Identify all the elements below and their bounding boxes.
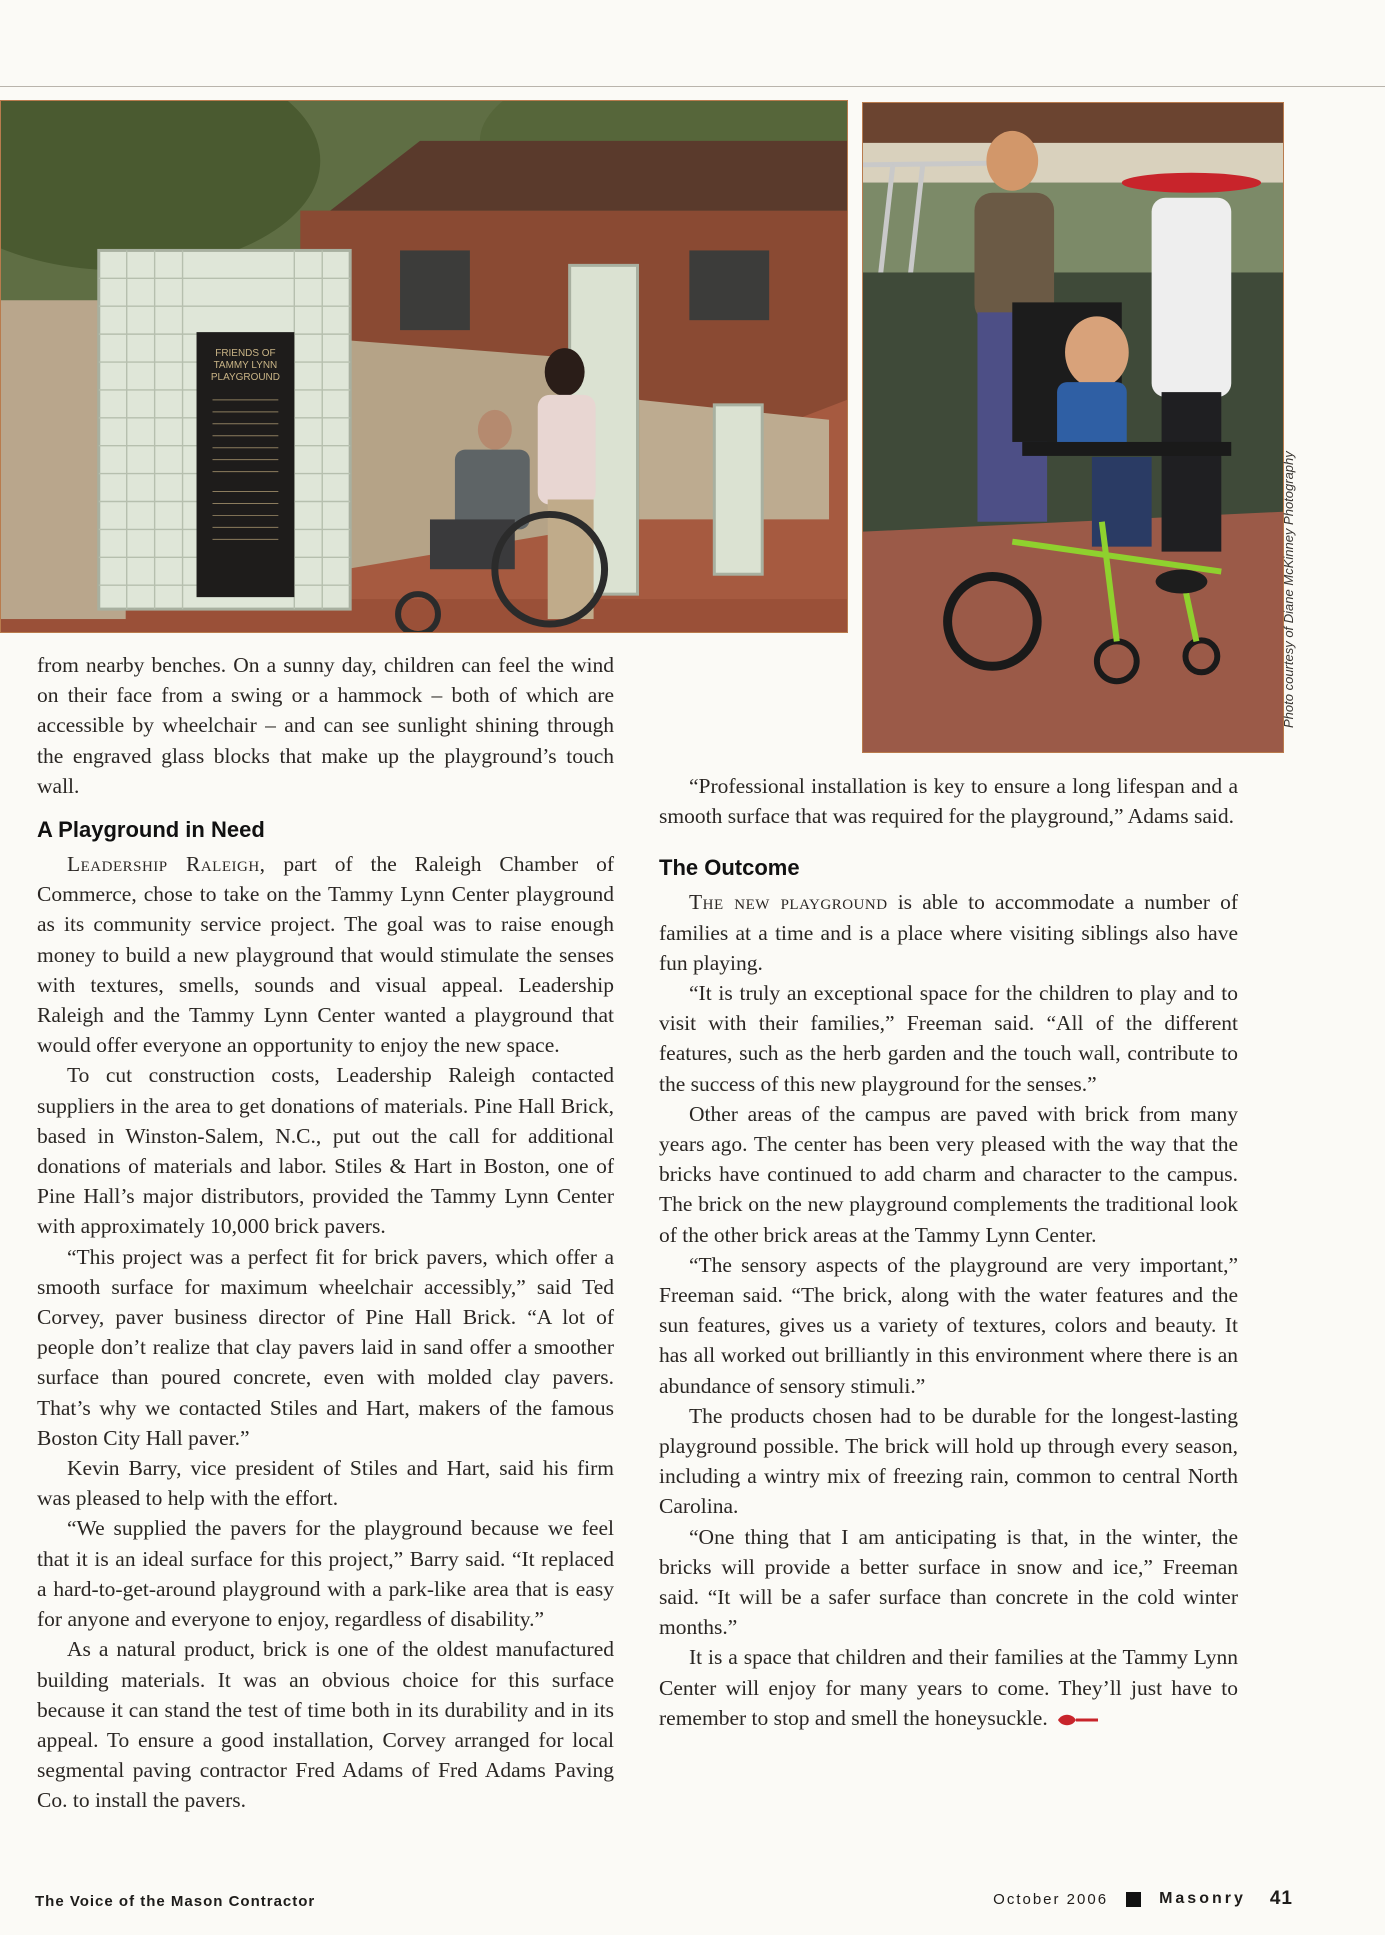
top-rule: [0, 86, 1385, 87]
paragraph-text: part of the Raleigh Chamber of Commerce, chose to take on the Tammy Lynn Center playground as its community service project. The goal was to raise enough money to build a new playground that would stimulate the senses with textures, smells, sounds and visual appeal. Leadership Raleigh and the Tammy Lynn Center wanted a playground that would offer everyone an opportunity to enjoy the new space.: [37, 852, 614, 1058]
paragraph: from nearby benches. On a sunny day, children can feel the wind on their face from a swing or a hammock – both of which are accessible by wheelchair – and can see sunlight shining through the engraved glass blocks that make up the playground’s touch wall.: [37, 653, 614, 798]
page-number: 41: [1269, 1888, 1293, 1909]
photo-credit: Photo courtesy of Diane McKinney Photography: [1281, 451, 1296, 728]
paragraph-text: is able to accommodate a number of families at a time and is a place where visiting siblings also have fun playing.: [659, 890, 1238, 975]
plaque-line-2: TAMMY LYNN: [213, 359, 278, 371]
section-heading-playground-in-need: A Playground in Need: [37, 817, 265, 843]
paragraph: As a natural product, brick is one of the oldest manufactured building materials. It was an obvious choice for this surface because it can stand the test of time both in its durability and in its appeal. To ensure a good installation, Corvey arranged for local segmental paving contractor Fred Adams of Fred Adams Paving Co. to install the pavers.: [37, 1637, 614, 1813]
paragraph: The products chosen had to be durable for the longest-lasting playground possible. The brick will hold up through every season, including a wintry mix of freezing rain, common to central North Carolina.: [659, 1403, 1238, 1519]
photo-wheelchair-playground: [862, 102, 1284, 753]
paragraph: “The sensory aspects of the playground are very important,” Freeman said. “The brick, along with the water features and the sun features, gives us a variety of textures, colors and beauty. It has all worked out brilliantly in this environment where there is an abundance of sensory stimuli.”: [659, 1252, 1238, 1398]
paragraph: [659, 887, 1238, 978]
paragraph: Kevin Barry, vice president of Stiles and Hart, said his firm was pleased to help with the effort.: [37, 1456, 614, 1511]
article-column-right: [659, 771, 1238, 1733]
paragraph: “We supplied the pavers for the playground because we feel that it is an ideal surface for this project,” Barry said. “It replaced a hard-to-get-around playground with a park-like area that is easy for anyone and everyone to enjoy, regardless of disability.”: [37, 1516, 614, 1632]
footer-folio: [993, 1888, 1293, 1910]
paragraph: To cut construction costs, Leadership Raleigh contacted suppliers in the area to get donations of materials. Pine Hall Brick, based in Winston-Salem, N.C., put out the call for additional donations of materials and labor. Stiles & Hart in Boston, one of Pine Hall’s major distributors, provided the Tammy Lynn Center with approximately 10,000 brick pavers.: [37, 1063, 614, 1239]
footer-date: October 2006: [993, 1890, 1109, 1908]
photo-glass-block-wall: [0, 100, 848, 633]
trowel-end-mark-icon: [1056, 1712, 1100, 1728]
paragraph: “Professional installation is key to ensure a long lifespan and a smooth surface that was required for the playground,” Adams said.: [659, 774, 1238, 829]
paragraph: “One thing that I am anticipating is that, in the winter, the bricks will provide a better surface in snow and ice,” Freeman said. “It will be a safer surface than concrete in the cold winter months.”: [659, 1524, 1238, 1640]
paragraph: “This project was a perfect fit for brick pavers, which offer a smooth surface for maximum wheelchair accessibly,” said Ted Corvey, paver business director of Pine Hall Brick. “A lot of people don’t realize that clay pavers laid in sand offer a smoother surface than poured concrete, even with molded clay pavers. That’s why we contacted Stiles and Hart, makers of the famous Boston City Hall paver.”: [37, 1244, 614, 1450]
paragraph: [37, 849, 614, 1060]
section-heading-the-outcome: The Outcome: [659, 855, 800, 881]
paragraph: “It is truly an exceptional space for the children to play and to visit with their families,” Freeman said. “All of the different features, such as the herb garden and the touch wall, contribute to the success of this new playground for the senses.”: [659, 981, 1238, 1096]
plaque-line-1: FRIENDS OF: [215, 348, 276, 360]
paragraph: [659, 1642, 1238, 1733]
lead-in: The new playground: [689, 890, 888, 915]
lead-in: Leadership Raleigh,: [67, 852, 266, 877]
footer-square-icon: [1126, 1892, 1141, 1907]
photo-glass-block-wall-illustration: [1, 101, 847, 632]
article-column-left: [37, 650, 614, 1816]
paragraph-text: It is a space that children and their families at the Tammy Lynn Center will enjoy for many years to come. They’ll just have to remember to stop and smell the honeysuckle.: [659, 1645, 1238, 1730]
photo-wheelchair-playground-illustration: [863, 103, 1283, 752]
paragraph: Other areas of the campus are paved with brick from many years ago. The center has been very pleased with the way that the bricks have continued to add charm and character to the campus. The brick on the new playground complements the traditional look of the other brick areas at the Tammy Lynn Center.: [659, 1101, 1238, 1247]
footer-tagline: The Voice of the Mason Contractor: [35, 1893, 316, 1910]
plaque-line-3: PLAYGROUND: [210, 371, 280, 383]
footer-magazine-name: Masonry: [1159, 1890, 1246, 1907]
